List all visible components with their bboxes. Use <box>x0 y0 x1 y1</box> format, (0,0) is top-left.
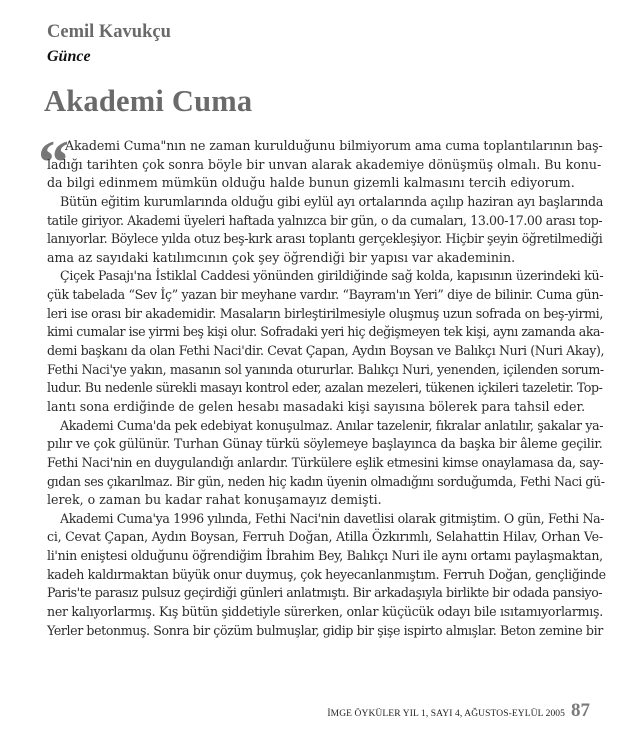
text-line: Akademi Cuma'ya 1996 yılında, Fethi Naci'nin davetlisi olarak gitmiştim. O gün, Fethi Na- <box>60 510 605 526</box>
text-line: demi başkanı da olan Fethi Naci'dir. Cevat Çapan, Aydın Boysan ve Balıkçı Nuri (Nuri Akay), <box>47 343 605 359</box>
text-line: tatile giriyor. Akademi üyeleri haftada yalnızca bir gün, o da cumaları, 13.00-17.00 arası top- <box>47 212 603 228</box>
text-line: ner kalıyorlarmış. Kış bütün şiddetiyle sürerken, onlar küçücük odayı bile ısıtamıyorlarmış. <box>47 604 603 620</box>
section-label: Günce <box>47 48 91 65</box>
page-number: 87 <box>571 700 590 721</box>
text-line: pılır ve çok gülünür. Turhan Günay türkü söylemeye başlayınca da başka bir âleme geçilir. <box>47 436 603 452</box>
text-line: lerek, o zaman bu kadar rahat konuşamayız demişti. <box>47 492 382 508</box>
open-quote-icon: “ <box>38 129 63 197</box>
text-line: Çiçek Pasajı'na İstiklal Caddesi yönünden girildiğinde sağ kolda, kapısının üzerindeki kü- <box>60 268 604 284</box>
text-line: da bilgi edinmem mümkün olduğu halde bunun gizemli kalmasını tercih ediyorum. <box>47 175 575 191</box>
text-line: lanıyorlar. Böylece yılda otuz beş-kırk arası toplantı gerçekleşiyor. Hiçbir şeyin öğretilmediği <box>47 231 603 247</box>
text-line: ludur. Bu nedenle sürekli masayı kontrol eder, azalan mezeleri, tükenen içkileri tazeletir. Top- <box>47 380 603 396</box>
text-line: gıdan ses çıkarılmaz. Bir gün, neden hiç kadın üyenin olmadığını sorduğumda, Fethi Naci gü- <box>47 473 605 489</box>
publication-info: İMGE ÖYKÜLER YIL 1, SAYI 4, AĞUSTOS-EYLÜL 2005 <box>327 709 565 719</box>
text-line: Akademi Cuma"nın ne zaman kurulduğunu bilmiyorum ama cuma toplantılarının baş- <box>65 138 603 153</box>
text-line: leri ise orası bir akademidir. Masaların birleştirilmesiyle oluşmuş uzun sofrada on beş-yirmi, <box>47 305 603 321</box>
text-line: kadeh kaldırmaktan büyük onur duymuş, çok heyecanlanmıştım. Ferruh Doğan, gençliğinde <box>47 566 606 582</box>
text-line: Yerler betonmuş. Sonra bir çözüm bulmuşlar, gidip bir şişe ispirto almışlar. Beton zemine bir <box>47 622 603 638</box>
text-line: çük tabelada “Sev İç” yazan bir meyhane vardır. “Bayram'ın Yeri” diye de bilinir. Cuma gün- <box>47 287 603 303</box>
text-line: Fethi Naci'ye yakın, masanın sol yanında otururlar. Balıkçı Nuri, yenenden, içilenden sorum- <box>47 361 604 377</box>
text-line: ama az sayıdaki katılımcının çok şey öğrendiği bir yapısı var akademinin. <box>47 249 516 265</box>
text-line: lantı sona erdiğinde de gelen hesabı masadaki kişi sayısına bölerek para tahsil eder. <box>47 398 586 414</box>
text-line: Akademi Cuma'da pek edebiyat konuşulmaz. Anılar tazelenir, fıkralar anlatılır, şakalar ya- <box>60 417 604 433</box>
text-line: Bütün eğitim kurumlarında olduğu gibi eylül ayı ortalarında açılıp haziran ayı başlarında <box>60 193 604 209</box>
text-line: ladığı tarihten çok sonra böyle bir unvan alarak akademiye dönüşmüş olmalı. Bu konu- <box>47 156 602 172</box>
text-line: li'nin eniştesi olduğunu öğrendiğim İbrahim Bey, Balıkçı Nuri ile aynı ortamı paylaşmaktan, <box>47 548 603 564</box>
text-line: Fethi Naci'nin en duygulandığı anlardır. Türkülere eşlik etmesini kimse onaylamasa da, say- <box>47 454 604 470</box>
text-line: kimi cumalar ise yirmi beş kişi olur. Sofradaki yeri hiç değişmeyen tek kişi, aynı zamanda aka- <box>47 324 604 340</box>
author-name: Cemil Kavukçu <box>47 22 171 42</box>
article-body <box>47 137 606 640</box>
text-line: ci, Cevat Çapan, Aydın Boysan, Ferruh Doğan, Atilla Özkırımlı, Selahattin Hilav, Orhan Ve- <box>47 529 603 545</box>
page-footer <box>327 700 590 722</box>
text-line: Paris'te parasız pulsuz geçirdiği günleri anlatmıştı. Bir arkadaşıyla birlikte bir odada pansiyo- <box>47 585 603 601</box>
article-title: Akademi Cuma <box>44 84 253 118</box>
